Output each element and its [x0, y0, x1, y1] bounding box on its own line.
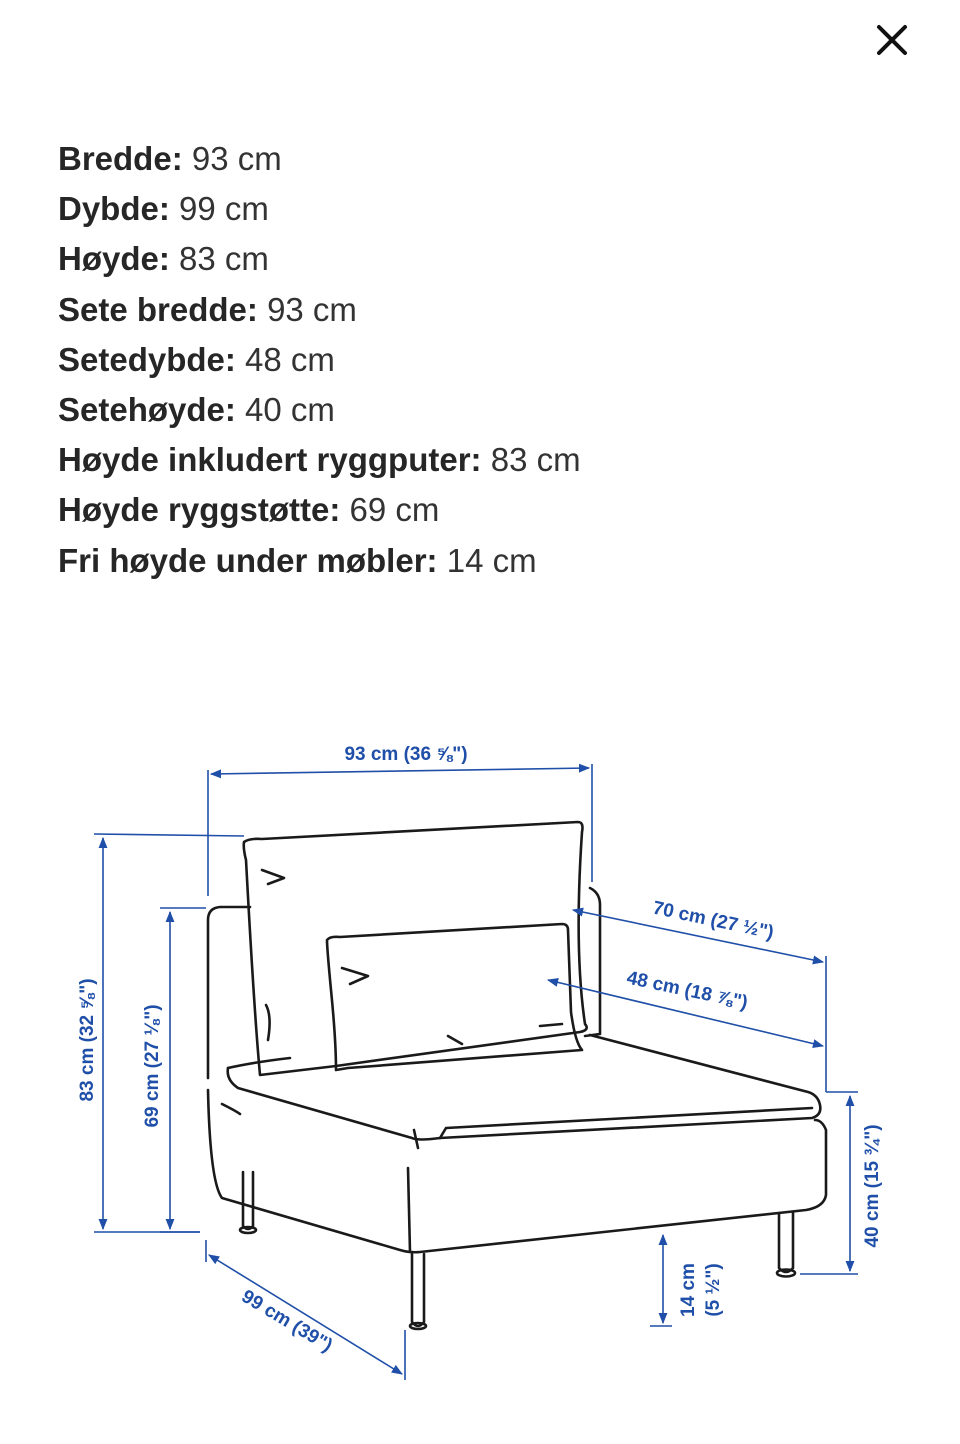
spec-label: Fri høyde under møbler: — [58, 541, 438, 579]
dimension-list — [58, 134, 581, 586]
spec-value: 69 cm — [349, 491, 440, 529]
sofa-module-drawing — [208, 822, 826, 1329]
width-dimension-label: 93 cm (36 ⅝") — [344, 744, 468, 765]
total-height-dimension-label: 83 cm (32 ⅝") — [77, 978, 98, 1102]
cushion-depth-dimension-label: 70 cm (27 ½") — [650, 897, 776, 944]
spec-row-hoyde-ryggstotte — [58, 485, 581, 535]
spec-row-hoyde — [58, 234, 581, 284]
spec-label: Setedybde: — [58, 340, 236, 378]
spec-value: 83 cm — [490, 441, 581, 479]
spec-row-setehoyde — [58, 385, 581, 435]
seat-height-dimension-label: 40 cm (15 ¾") — [862, 1124, 883, 1248]
spec-value: 83 cm — [179, 240, 269, 278]
depth-dimension-label: 99 cm (39") — [237, 1286, 336, 1357]
spec-value: 93 cm — [267, 290, 357, 328]
spec-label: Høyde ryggstøtte: — [58, 491, 341, 529]
spec-label: Dybde: — [58, 190, 170, 228]
spec-value: 48 cm — [245, 340, 335, 378]
spec-value: 99 cm — [179, 190, 269, 228]
back-height-dimension-label: 69 cm (27 ⅛") — [142, 1004, 163, 1128]
spec-value: 93 cm — [191, 140, 282, 177]
spec-label: Høyde: — [58, 240, 170, 278]
close-icon — [876, 24, 908, 56]
spec-row-setedybde — [58, 335, 581, 385]
spec-row-sete-bredde — [58, 285, 581, 335]
spec-label: Bredde: — [58, 140, 183, 177]
clearance-dimension-label-cm: 14 cm — [678, 1263, 699, 1317]
spec-row-dybde — [58, 184, 581, 234]
close-button[interactable] — [868, 18, 916, 62]
spec-row-bredde — [58, 134, 581, 184]
spec-row-hoyde-ryggputer — [58, 435, 581, 485]
spec-value: 40 cm — [245, 391, 335, 429]
clearance-dimension-label-in: (5 ½") — [703, 1263, 724, 1317]
dimension-diagram — [0, 720, 960, 1400]
spec-label: Setehøyde: — [58, 391, 236, 429]
spec-label: Høyde inkludert ryggputer: — [58, 441, 482, 479]
spec-value: 14 cm — [446, 541, 537, 579]
spec-label: Sete bredde: — [58, 290, 258, 328]
seat-depth-dimension-label: 48 cm (18 ⅞") — [624, 967, 750, 1014]
spec-row-fri-hoyde — [58, 536, 581, 586]
